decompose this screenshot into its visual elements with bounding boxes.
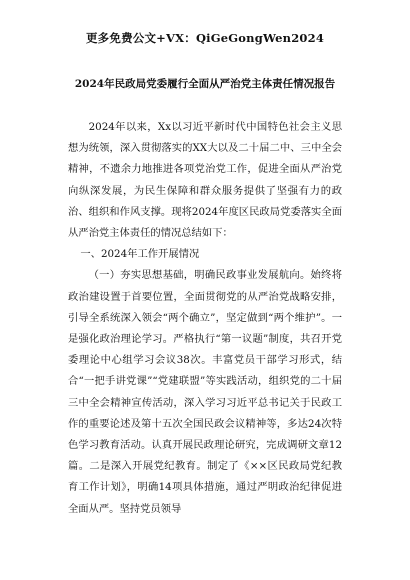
body-paragraph: （一）夯实思想基础，明确民政事业发展航向。始终将政治建设置于首要位置，全面贯彻党的从严治党战略安排，引导全系统深入领会“两个确立”，坚定做到“两个维护”。一是强化政治理论学习。严格执行“第一议题”制度，共召开党委理论中心组学习会议38次。丰富党员干部学习形式，结合“一把手讲党课”“党建联盟”等实践活动，组织党的二十届三中全会精神宣传活动，深入学习习近平总书记关于民政工作的重要论述及第十五次全国民政会议精神等，多达24次特色学习教育活动。认真开展民政理论研究，完成调研文章12篇。二是深入开展党纪教育。制定了《××区民政局党纪教育工作计划》，明确14项具体措施，通过严明政治纪律促进全面从严。坚持党员领导 [68,269,342,515]
document-title: 2024年民政局党委履行全面从严治党主体责任情况报告 [74,78,336,90]
document-body [68,117,342,520]
intro-paragraph: 2024年以来，Xx以习近平新时代中国特色社会主义思想为统领，深入贯彻落实的XX大以及二十届二中、三中全会精神，不遗余力地推进各项党治党工作，促进全面从严治党向纵深发展，为民生保障和群众服务提供了坚强有力的政治、组织和作风支撑。现将2024年度区民政局党委落实全面从严治党主体责任的情况总结如下： [68,121,342,240]
promo-header: 更多免费公文+VX：QiGeGongWen2024 [85,31,325,45]
section-heading: 一、2024年工作开展情况 [80,248,200,261]
